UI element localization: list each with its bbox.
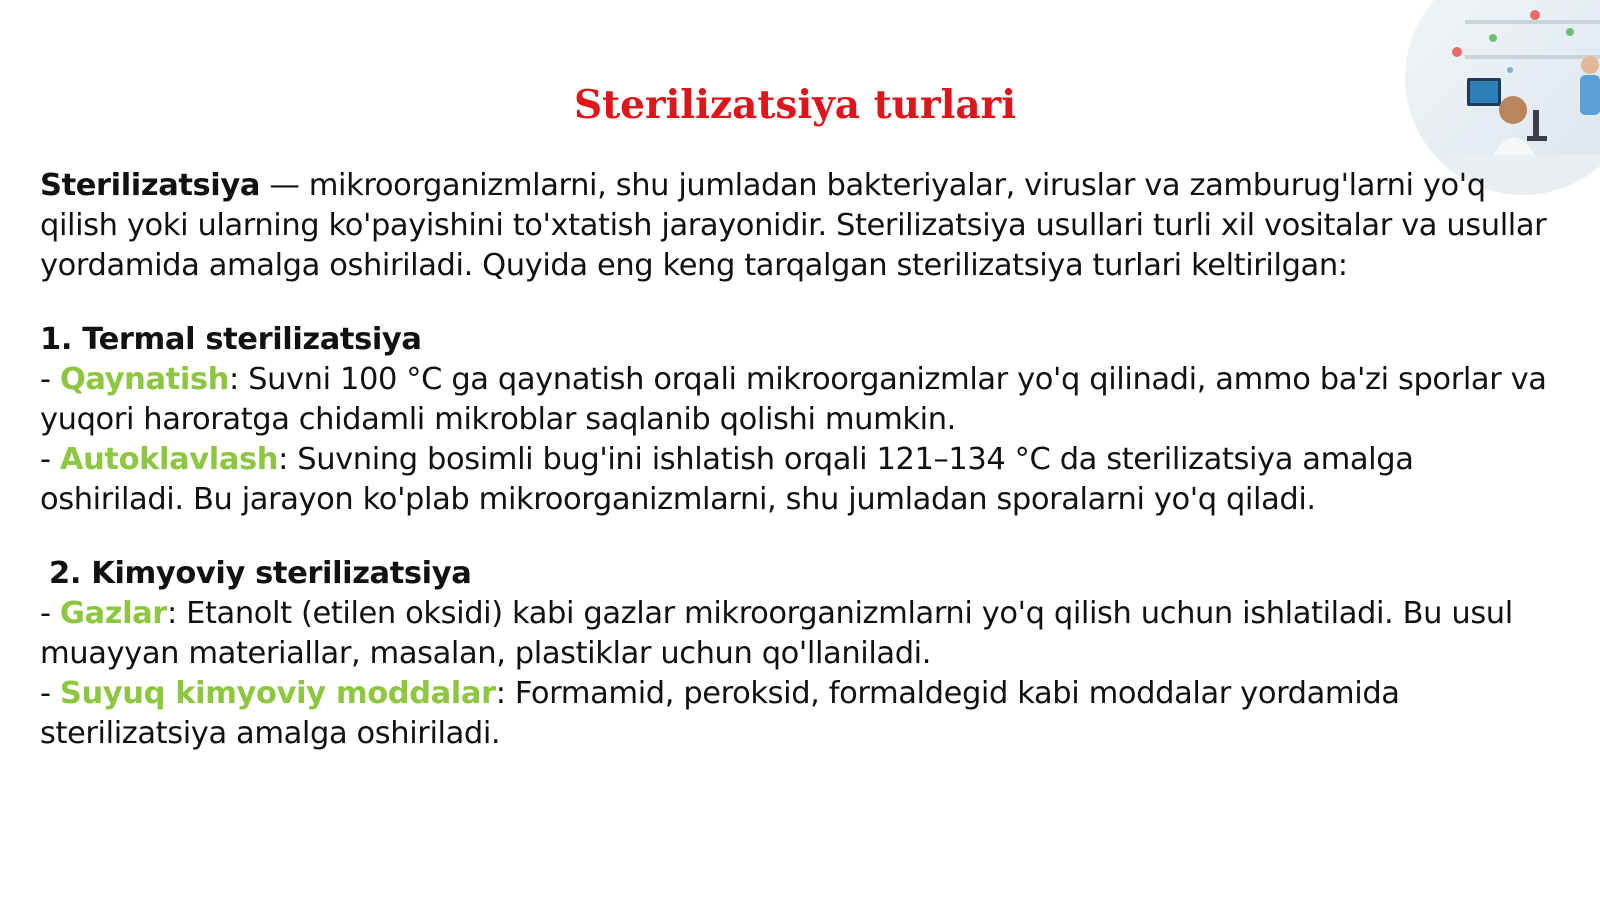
term-qaynatish: Qaynatish xyxy=(59,362,229,397)
intro-text: — mikroorganizmlarni, shu jumladan bakteriyalar, viruslar va zamburug'larni yo'q qilish yoki ularning ko'payishini to'xtatish jarayonidir. Sterilizatsiya usullari turli xil vositalar va usullar yordamida amalga oshiriladi. Quyida eng keng tarqalgan sterilizatsiya turlari keltirilgan: xyxy=(40,168,1547,283)
bullet-dash: - xyxy=(40,442,60,477)
item-text: : Suvning bosimli bug'ini ishlatish orqali 121–134 °C da sterilizatsiya amalga oshiriladi. Bu jarayon ko'plab mikroorganizmlarni, shu jumladan sporalarni yo'q qiladi. xyxy=(40,442,1414,517)
slide-body xyxy=(40,166,1560,754)
bullet-dash: - xyxy=(40,362,60,397)
list-item-gazlar xyxy=(40,594,1560,674)
term-gazlar: Gazlar xyxy=(59,596,167,631)
spacer xyxy=(40,286,1560,320)
item-text: : Etanolt (etilen oksidi) kabi gazlar mikroorganizmlarni yo'q qilish uchun ishlatiladi. Bu usul muayyan materiallar, masalan, plastiklar uchun qo'llaniladi. xyxy=(40,596,1513,671)
list-item-qaynatish xyxy=(40,360,1560,440)
bullet-dash: - xyxy=(40,676,60,711)
term-autoklavlash: Autoklavlash xyxy=(59,442,279,477)
intro-paragraph xyxy=(40,166,1560,286)
bullet-dash: - xyxy=(40,596,60,631)
term-suyuq-kimyoviy-moddalar: Suyuq kimyoviy moddalar xyxy=(59,676,496,711)
item-text: : Formamid, peroksid, formaldegid kabi moddalar yordamida sterilizatsiya amalga oshiriladi. xyxy=(40,676,1400,751)
intro-term: Sterilizatsiya xyxy=(40,168,261,203)
list-item-autoklavlash xyxy=(40,440,1560,520)
spacer xyxy=(40,520,1560,554)
slide-title: Sterilizatsiya turlari xyxy=(573,82,1017,128)
section-heading-chemical: 2. Kimyoviy sterilizatsiya xyxy=(49,556,472,591)
section-heading-thermal: 1. Termal sterilizatsiya xyxy=(40,322,422,357)
item-text: : Suvni 100 °C ga qaynatish orqali mikroorganizmlar yo'q qilinadi, ammo ba'zi sporlar va yuqori haroratga chidamli mikroblar saqlanib qolishi mumkin. xyxy=(40,362,1547,437)
list-item-suyuq-kimyoviy xyxy=(40,674,1560,754)
